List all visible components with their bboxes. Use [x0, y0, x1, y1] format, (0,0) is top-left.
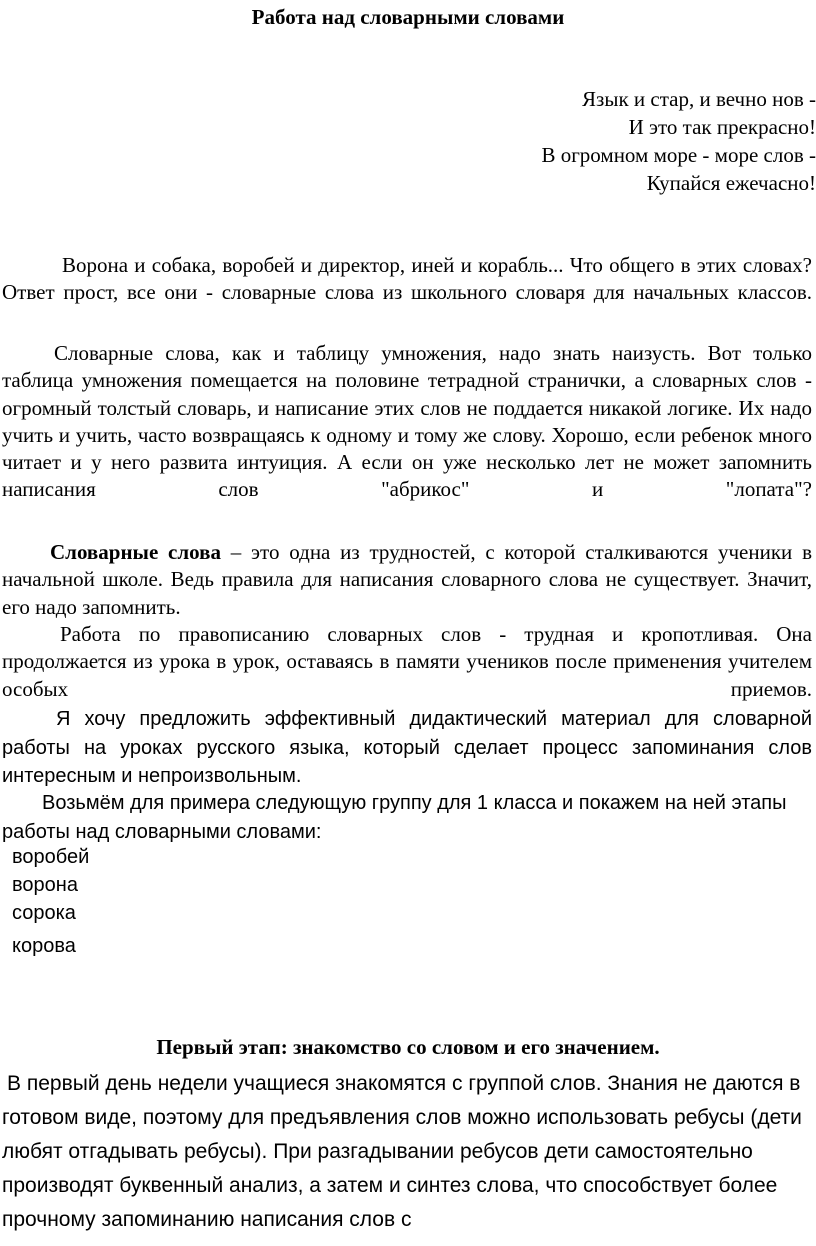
paragraph-dictionary-words: Словарные слова, как и таблицу умножения, надо знать наизусть. Вот только таблица умножения помещается на половине тетрадной странички, а словарных слов - огромный толстый словарь, и написание этих слов не поддается никакой логике. Их надо учить и учить, часто возвращаясь к одному и тому же слову. Хорошо, если ребенок много читает и у него развита интуиция. А если он уже несколько лет не может запомнить написания слов "абрикос" и "лопата"?: [2, 341, 812, 502]
epigraph-line: Купайся ежечасно!: [646, 171, 816, 195]
epigraph-line: В огромном море - море слов -: [541, 143, 816, 167]
bold-term: Словарные слова: [50, 540, 221, 564]
paragraph-example-group: [2, 789, 812, 846]
list-item: корова: [12, 935, 76, 957]
list-item: сорока: [12, 902, 76, 924]
paragraph-difficulty: [2, 539, 812, 621]
epigraph-line: Язык и стар, и вечно нов -: [582, 87, 816, 111]
paragraph-text: Возьмём для примера следующую группу для 1 класса и покажем на ней этапы работы над словарными словами:: [2, 792, 787, 843]
paragraph-didactic-material: Я хочу предложить эффективный дидактический материал для словарной работы на уроках русского языка, который сделает процесс запоминания слов интересным и непроизвольным.: [2, 708, 812, 787]
epigraph-line: И это так прекрасно!: [628, 115, 816, 139]
epigraph-poem: [416, 85, 816, 197]
paragraph-text: – это одна из трудностей, с которой сталкиваются ученики в начальной школе. Ведь правила для написания словарного слова не существует. Значит, его надо запомнить.: [2, 540, 812, 619]
section-heading: Первый этап: знакомство со словом и его значением.: [156, 1035, 660, 1059]
word-list: [12, 843, 89, 960]
page-title: Работа над словарными словами: [251, 5, 565, 29]
paragraph-first-stage: [2, 1067, 814, 1237]
intro-text: Ворона и собака, воробей и директор, иней и корабль... Что общего в этих словах? Ответ прост, все они - словарные слова из школьного словаря для начальных классов.: [2, 253, 812, 305]
intro-paragraph: [2, 252, 812, 307]
list-item: ворона: [12, 874, 78, 896]
paragraph-spelling-work: Работа по правописанию словарных слов - трудная и кропотливая. Она продолжается из урока в урок, оставаясь в памяти учеников после применения учителем особых приемов.: [2, 622, 812, 701]
list-item: воробей: [12, 846, 90, 868]
paragraph-text: В первый день недели учащиеся знакомятся с группой слов. Знания не даются в готовом виде, поэтому для предъявления слов можно использовать ребусы (дети любят отгадывать ребусы). При разгадывании ребусов дети самостоятельно производят буквенный анализ, а затем и синтез слова, что способствует более прочному запоминанию написания слов с: [2, 1072, 802, 1231]
